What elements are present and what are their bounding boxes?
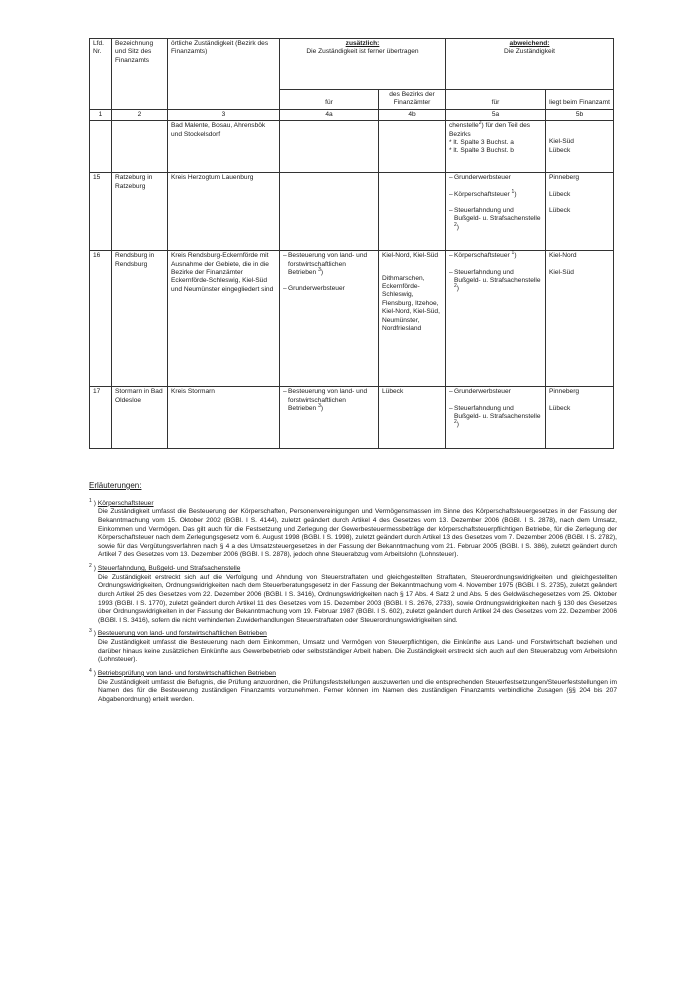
jurisdiction-table (89, 38, 614, 449)
table-row (90, 251, 614, 387)
colnum-2: 2 (112, 109, 168, 120)
colnum-5b: 5b (546, 109, 614, 120)
header-5a: für (446, 90, 546, 110)
list-item: – Besteuerung von land- und forstwirtschaftlichen Betrieben $^3$) (283, 388, 375, 413)
continuation-offices: Kiel-Süd Lübeck (546, 121, 614, 173)
colnum-3: 3 (168, 109, 280, 120)
header-zusaetzlich-sub: Die Zuständigkeit ist ferner übertragen (306, 48, 419, 56)
continuation-area: Bad Malente, Bosau, Ahrensbök und Stockelsdorf (168, 121, 280, 173)
row-office-name: Stormarn in Bad Oldesloe (112, 387, 168, 449)
add-office-list: Lübeck (379, 387, 446, 449)
footnote-body: Die Zuständigkeit erstreckt sich auf die Verfolgung und Ahndung von Steuerstraftaten und gleichgestellten Straftaten, Steuerordnungswidrigkeiten und gleichgestellten Ordnungswidrigkeiten, Ordnungswidrigkeiten nach dem Steuerberatungsgesetz in der Fassung der Bekanntmachung vom 4. November 1975 (BGBl. I S. 2735), zuletzt geändert durch Artikel 25 des Gesetzes vom 22. Dezember 2006 (BGBl. I S. 3416), Ordnungswidrigkeiten nach § 17 Abs. 4 Satz 2 und Abs. 5 des Geldwäschegesetzes vom 25. Oktober 1993 (BGBl. I S. 1770), zuletzt geändert durch Artikel 11 des Gesetzes vom 15. Dezember 2003 (BGBl. I S. 2676, 2733), sowie Ordnungswidrigkeiten nach § 130 des Gesetzes über Ordnungswidrigkeiten in der Fassung der Bekanntmachung vom 19. Februar 1987 (BGBl. I S. 602), zuletzt geändert durch Artikel 24 des Gesetzes vom 22. Dezember 2006 (BGBl. I S. 3416), sofern die nicht verhinderten Zuwiderhandlungen Steuerstraftaten oder Steuerordnungswidrigkeiten sind. (98, 573, 617, 624)
header-lfd-nr: Lfd. Nr. (90, 39, 112, 110)
header-zusaetzlich (280, 39, 446, 90)
list-item: – Besteuerung von land- und forstwirtschaftlichen Betrieben $^3$) (283, 252, 375, 277)
list-item: – Grunderwerbsteuer (449, 388, 542, 396)
dev-task-list (449, 174, 542, 232)
header-zusaetzlich-title: zusätzlich: (345, 40, 380, 47)
row-office-name: Ratzeburg in Ratzeburg (112, 173, 168, 251)
list-item: – Grunderwerbsteuer (449, 174, 542, 182)
table-row (90, 387, 614, 449)
row-office-name: Rendsburg in Rendsburg (112, 251, 168, 387)
list-item: – Grunderwerbsteuer (283, 285, 375, 293)
footnote-body: Die Zuständigkeit umfasst die Besteuerung der Körperschaften, Personenvereinigungen und Vermögensmassen im Sinne des Körperschaftsteuergesetzes in der Fassung der Bekanntmachung vom 15. Oktober 2002 (BGBl. I S. 4144), zuletzt geändert durch Artikel 4 des Gesetzes vom 13. Dezember 2006 (BGBl. I S. 2878), nach dem Umsatz, Einkommen und Vermögen. Das gilt auch für die Festsetzung und Zerlegung der Gewerbesteuermessbeträge der körperschaftsteuerpflichtigen Betriebe, für die Zerlegung der Körperschaftsteuer nach dem Zerlegungsgesetz vom 6. August 1998 (BGBl. I S. 1998), zuletzt geändert durch Artikel 13 des Gesetzes vom 7. Dezember 2006 (BGBl. I S. 2782), sowie für das Vergütungsverfahren nach § 4 a des Umsatzsteuergesetzes in der Fassung der Bekanntmachung vom 21. Februar 2005 (BGBl. I S. 386), zuletzt geändert durch Artikel 7 des Gesetzes vom 13. Dezember 2006 (BGBl. I S. 2878), jedoch ohne Steuerabzug vom Arbeitslohn (Lohnsteuer). (98, 508, 617, 559)
table-header-row (90, 39, 614, 90)
header-abweichend-title: abweichend: (509, 40, 550, 47)
table-row (90, 173, 614, 251)
colnum-4b: 4b (379, 109, 446, 120)
explanations-title: Erläuterungen: (89, 481, 142, 490)
footnote-heading: Betriebsprüfung von land- und forstwirtschaftlichen Betrieben (97, 670, 276, 678)
footnote-heading: Körperschaftsteuer (97, 499, 154, 507)
header-abweichend-sub: Die Zuständigkeit (504, 48, 555, 56)
list-item: – Steuerfahndung und Bußgeld- u. Strafsachenstelle $^2$) (449, 269, 542, 294)
row-area: Kreis Herzogtum Lauenburg (168, 173, 280, 251)
dev-task-list (449, 252, 542, 294)
header-bezeichnung: Bezeichnung und Sitz des Finanzamts (112, 39, 168, 110)
header-5b: liegt beim Finanzamt (546, 90, 614, 110)
dev-office-list: Pinneberg Lübeck Lübeck (546, 173, 614, 251)
row-nr: 16 (90, 251, 112, 387)
header-4b: des Bezirks der Finanzämter (379, 90, 446, 110)
table-row-continuation (90, 121, 614, 173)
list-item: – Steuerfahndung und Bußgeld- u. Strafsachenstelle $^2$) (449, 405, 542, 430)
footnote-heading: Steuerfahndung, Bußgeld- und Strafsachenstelle (97, 565, 241, 573)
list-item: – Steuerfahndung und Bußgeld- u. Strafsachenstelle $^2$) (449, 207, 542, 232)
list-item: – Körperschaftsteuer $^1$) (449, 252, 542, 260)
explanations-section (89, 482, 617, 706)
header-zustaendigkeit: örtliche Zuständigkeit (Bezirk des Finanzamts) (168, 39, 280, 110)
header-abweichend (446, 39, 614, 90)
continuation-task: chenstelle$^2$) für den Teil des Bezirks * lt. Spalte 3 Buchst. a * lt. Spalte 3 Buchst. b (446, 121, 546, 173)
colnum-5a: 5a (446, 109, 546, 120)
dev-office-list: Kiel-Nord Kiel-Süd (546, 251, 614, 387)
dev-office-list: Pinneberg Lübeck (546, 387, 614, 449)
footnote-body: Die Zuständigkeit umfasst die Befugnis, die Prüfung anzuordnen, die Prüfungsfeststellungen auszuwerten und die entsprechenden Steuerfestsetzungen/Steuerfeststellungen im Namen des für die Besteuerung zuständigen Finanzamts vorzunehmen. Ferner können im Namen des zuständigen Finanzamts verbindliche Zusagen (§§ 204 bis 207 Abgabenordnung) erteilt werden. (98, 678, 617, 703)
colnum-4a: 4a (280, 109, 379, 120)
dev-task-list (449, 388, 542, 430)
column-number-row (90, 109, 614, 120)
list-item: – Körperschaftsteuer $^1$) (449, 191, 542, 199)
colnum-1: 1 (90, 109, 112, 120)
add-task-list (283, 252, 375, 294)
row-nr: 15 (90, 173, 112, 251)
add-task-list (283, 388, 375, 413)
row-area: Kreis Stormarn (168, 387, 280, 449)
header-4a: für (280, 90, 379, 110)
footnote: $^3$ ) Besteuerung von land- und forstwirtschaftlichen Betrieben Die Zuständigkeit umfasst die Besteuerung nach dem Einkommen, Umsatz und Vermögen von Steuerpflichtigen, die Einkünfte aus Land- und Forstwirtschaft beziehen und darüber hinaus keine zusätzlichen Einkünfte aus Gewerbebetrieb oder selbstständiger Arbeit haben. Die Zuständigkeit erstreckt sich auch auf den Steuerabzug vom Arbeitslohn (Lohnsteuer). (89, 628, 617, 664)
footnote-body: Die Zuständigkeit umfasst die Besteuerung nach dem Einkommen, Umsatz und Vermögen von Steuerpflichtigen, die Einkünfte aus Land- und Forstwirtschaft beziehen und darüber hinaus keine zusätzlichen Einkünfte aus Gewerbebetrieb oder selbstständiger Arbeit haben. Die Zuständigkeit erstreckt sich auch auf den Steuerabzug vom Arbeitslohn (Lohnsteuer). (98, 639, 617, 664)
footnote: $^1$ ) Körperschaftsteuer Die Zuständigkeit umfasst die Besteuerung der Körperschaften, Personenvereinigungen und Vermögensmassen im Sinne des Körperschaftsteuergesetzes in der Fassung der Bekanntmachung vom 15. Oktober 2002 (BGBl. I S. 4144), zuletzt geändert durch Artikel 4 des Gesetzes vom 13. Dezember 2006 (BGBl. I S. 2878), nach dem Umsatz, Einkommen und Vermögen. Das gilt auch für die Festsetzung und Zerlegung der Gewerbesteuermessbeträge der körperschaftsteuerpflichtigen Betriebe, für die Zerlegung der Körperschaftsteuer nach dem Zerlegungsgesetz vom 6. August 1998 (BGBl. I S. 1998), zuletzt geändert durch Artikel 13 des Gesetzes vom 7. Dezember 2006 (BGBl. I S. 2782), sowie für das Vergütungsverfahren nach § 4 a des Umsatzsteuergesetzes in der Fassung der Bekanntmachung vom 21. Februar 2005 (BGBl. I S. 386), zuletzt geändert durch Artikel 7 des Gesetzes vom 13. Dezember 2006 (BGBl. I S. 2878), jedoch ohne Steuerabzug vom Arbeitslohn (Lohnsteuer). (89, 497, 617, 559)
footnote: $^2$ ) Steuerfahndung, Bußgeld- und Strafsachenstelle Die Zuständigkeit erstreckt sich auf die Verfolgung und Ahndung von Steuerstraftaten und gleichgestellten Straftaten, Steuerordnungswidrigkeiten und gleichgestellten Ordnungswidrigkeiten, Ordnungswidrigkeiten nach dem Steuerberatungsgesetz in der Fassung der Bekanntmachung vom 4. November 1975 (BGBl. I S. 2735), zuletzt geändert durch Artikel 25 des Gesetzes vom 22. Dezember 2006 (BGBl. I S. 3416), Ordnungswidrigkeiten nach § 17 Abs. 4 Satz 2 und Abs. 5 des Geldwäschegesetzes vom 25. Oktober 1993 (BGBl. I S. 1770), zuletzt geändert durch Artikel 11 des Gesetzes vom 15. Dezember 2003 (BGBl. I S. 2676, 2733), sowie Ordnungswidrigkeiten nach § 130 des Gesetzes über Ordnungswidrigkeiten in der Fassung der Bekanntmachung vom 19. Februar 1987 (BGBl. I S. 602), zuletzt geändert durch Artikel 24 des Gesetzes vom 22. Dezember 2006 (BGBl. I S. 3416), sofern die nicht verhinderten Zuwiderhandlungen Steuerstraftaten oder Steuerordnungswidrigkeiten sind. (89, 562, 617, 624)
add-office-list: Kiel-Nord, Kiel-Süd Dithmarschen, Eckernförde-Schleswig, Flensburg, Itzehoe, Kiel-Nord, Kiel-Süd, Neumünster, Nordfriesland (379, 251, 446, 387)
row-area: Kreis Rendsburg-Eckernförde mit Ausnahme der Gebiete, die in die Bezirke der Finanzämter Eckernförde-Schleswig, Kiel-Süd und Neumünster eingegliedert sind (168, 251, 280, 387)
row-nr: 17 (90, 387, 112, 449)
footnote-heading: Besteuerung von land- und forstwirtschaftlichen Betrieben (97, 630, 267, 638)
footnote: $^4$ ) Betriebsprüfung von land- und forstwirtschaftlichen Betrieben Die Zuständigkeit umfasst die Befugnis, die Prüfung anzuordnen, die Prüfungsfeststellungen auszuwerten und die entsprechenden Steuerfestsetzungen/Steuerfeststellungen im Namen des für die Besteuerung zuständigen Finanzamts vorzunehmen. Ferner können im Namen des zuständigen Finanzamts verbindliche Zusagen (§§ 204 bis 207 Abgabenordnung) erteilt werden. (89, 667, 617, 703)
